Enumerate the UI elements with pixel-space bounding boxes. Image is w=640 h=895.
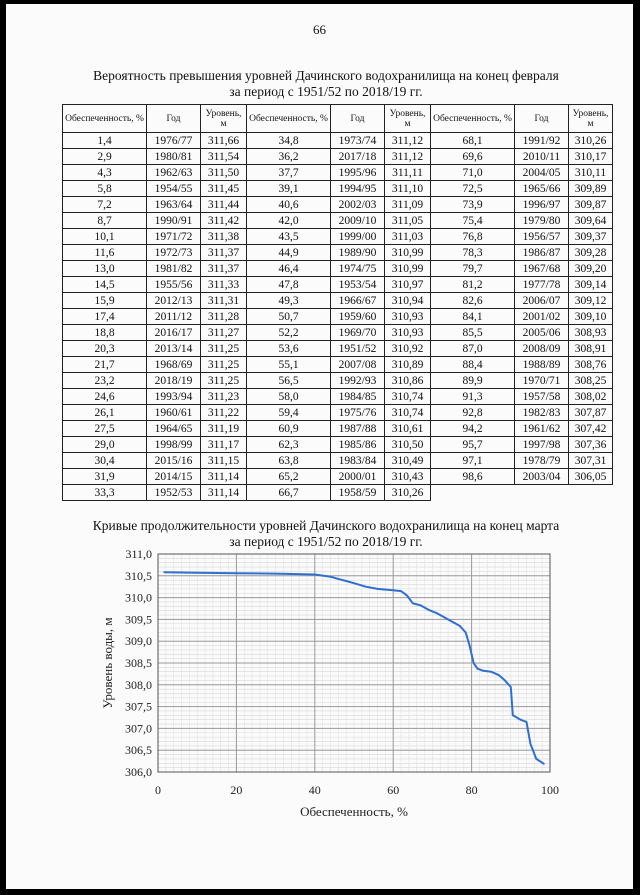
y-tick-label: 306,5 (125, 743, 152, 758)
table-header-cell: Год (331, 105, 385, 133)
table-cell: 310,74 (385, 389, 431, 405)
table-cell: 91,3 (431, 389, 515, 405)
table-cell: 309,37 (569, 229, 613, 245)
table-cell: 11,6 (63, 245, 147, 261)
table-cell: 1955/56 (147, 277, 201, 293)
table-cell: 311,22 (201, 405, 247, 421)
table-cell: 310,17 (569, 149, 613, 165)
table-cell: 311,66 (201, 133, 247, 149)
table-row (63, 373, 613, 389)
table-cell: 24,6 (63, 389, 147, 405)
table-cell: 85,5 (431, 325, 515, 341)
table-cell: 98,6 (431, 469, 515, 485)
y-tick-label: 308,0 (125, 677, 152, 692)
table-cell: 1989/90 (331, 245, 385, 261)
table-cell: 55,1 (247, 357, 331, 373)
table-cell: 311,03 (385, 229, 431, 245)
table-row (63, 293, 613, 309)
table-cell: 311,14 (201, 485, 247, 501)
table-cell: 1998/99 (147, 437, 201, 453)
table-cell: 82,6 (431, 293, 515, 309)
table-cell: 49,3 (247, 293, 331, 309)
table-row (63, 469, 613, 485)
table-cell: 2008/09 (515, 341, 569, 357)
table-cell: 1951/52 (331, 341, 385, 357)
table-cell: 1982/83 (515, 405, 569, 421)
chart-title-line2: за период с 1951/52 по 2018/19 гг. (229, 534, 423, 549)
table-cell: 309,87 (569, 197, 613, 213)
table-cell (569, 485, 613, 501)
table-cell: 79,7 (431, 261, 515, 277)
table-cell: 310,50 (385, 437, 431, 453)
y-tick-label: 307,0 (125, 721, 152, 736)
x-tick-label: 40 (308, 783, 321, 797)
y-tick-label: 307,5 (125, 699, 152, 714)
table-cell: 66,7 (247, 485, 331, 501)
table-cell: 311,11 (385, 165, 431, 181)
table-cell: 310,89 (385, 357, 431, 373)
table-cell: 1965/66 (515, 181, 569, 197)
table-cell: 33,3 (63, 485, 147, 501)
table-cell: 1953/54 (331, 277, 385, 293)
table-cell: 311,38 (201, 229, 247, 245)
table-cell: 1967/68 (515, 261, 569, 277)
table-row (63, 261, 613, 277)
table-cell: 87,0 (431, 341, 515, 357)
y-tick-label: 308,5 (125, 656, 152, 670)
table-cell: 310,86 (385, 373, 431, 389)
table-cell: 2011/12 (147, 309, 201, 325)
table-cell: 307,42 (569, 421, 613, 437)
table-cell: 1988/89 (515, 357, 569, 373)
table-cell: 46,4 (247, 261, 331, 277)
table-cell: 310,99 (385, 245, 431, 261)
table-cell: 309,14 (569, 277, 613, 293)
table-row (63, 133, 613, 149)
table-cell: 309,28 (569, 245, 613, 261)
table-cell: 69,6 (431, 149, 515, 165)
table-cell: 40,6 (247, 197, 331, 213)
table-cell: 2009/10 (331, 213, 385, 229)
table-cell: 42,0 (247, 213, 331, 229)
table-cell: 21,7 (63, 357, 147, 373)
table-cell: 59,4 (247, 405, 331, 421)
x-tick-label: 80 (465, 783, 478, 797)
table-cell: 311,27 (201, 325, 247, 341)
table-cell: 308,91 (569, 341, 613, 357)
table-cell: 2007/08 (331, 357, 385, 373)
table-cell: 1966/67 (331, 293, 385, 309)
table-header-cell: Обеспеченность, % (431, 105, 515, 133)
table-cell: 10,1 (63, 229, 147, 245)
table-cell: 1956/57 (515, 229, 569, 245)
table-cell: 1957/58 (515, 389, 569, 405)
table-cell: 50,7 (247, 309, 331, 325)
table-cell: 89,9 (431, 373, 515, 389)
table-cell: 78,3 (431, 245, 515, 261)
table-row (63, 197, 613, 213)
table-cell: 43,5 (247, 229, 331, 245)
table-cell: 311,37 (201, 245, 247, 261)
table-cell: 1977/78 (515, 277, 569, 293)
table-row (63, 309, 613, 325)
table-header-cell: Обеспеченность, % (247, 105, 331, 133)
table-cell: 30,4 (63, 453, 147, 469)
table-cell: 68,1 (431, 133, 515, 149)
table-cell: 1980/81 (147, 149, 201, 165)
table-cell: 311,28 (201, 309, 247, 325)
document-page (6, 4, 633, 889)
table-cell: 2006/07 (515, 293, 569, 309)
table-cell: 8,7 (63, 213, 147, 229)
table-cell: 1961/62 (515, 421, 569, 437)
duration-curve-chart (6, 544, 633, 834)
table-cell: 311,37 (201, 261, 247, 277)
table-cell: 311,54 (201, 149, 247, 165)
table-cell: 60,9 (247, 421, 331, 437)
table-cell: 310,93 (385, 309, 431, 325)
table-row (63, 453, 613, 469)
y-tick-label: 310,0 (125, 590, 152, 605)
table-cell: 1959/60 (331, 309, 385, 325)
table-cell: 95,7 (431, 437, 515, 453)
table-cell: 97,1 (431, 453, 515, 469)
table-cell: 2001/02 (515, 309, 569, 325)
table-cell: 1983/84 (331, 453, 385, 469)
table-cell: 37,7 (247, 165, 331, 181)
table-cell: 13,0 (63, 261, 147, 277)
table-row (63, 149, 613, 165)
table-row (63, 485, 613, 501)
table-cell: 311,05 (385, 213, 431, 229)
table-cell: 1997/98 (515, 437, 569, 453)
table-cell: 72,5 (431, 181, 515, 197)
table-cell: 311,12 (385, 133, 431, 149)
exceedance-table (62, 104, 613, 501)
table-cell: 1994/95 (331, 181, 385, 197)
table-cell: 2014/15 (147, 469, 201, 485)
table-cell: 311,50 (201, 165, 247, 181)
table-cell: 310,11 (569, 165, 613, 181)
table-cell: 311,25 (201, 341, 247, 357)
table-header-cell: Обеспеченность, % (63, 105, 147, 133)
table-cell: 310,74 (385, 405, 431, 421)
table-row (63, 405, 613, 421)
table-row (63, 245, 613, 261)
table-cell: 1999/00 (331, 229, 385, 245)
table-cell: 307,87 (569, 405, 613, 421)
table-title (66, 68, 586, 100)
table-cell: 65,2 (247, 469, 331, 485)
table-cell: 39,1 (247, 181, 331, 197)
table-row (63, 325, 613, 341)
table-cell: 2,9 (63, 149, 147, 165)
table-cell: 2017/18 (331, 149, 385, 165)
table-cell: 52,2 (247, 325, 331, 341)
table-cell: 308,25 (569, 373, 613, 389)
table-cell: 63,8 (247, 453, 331, 469)
table-cell: 311,10 (385, 181, 431, 197)
table-cell: 310,92 (385, 341, 431, 357)
table-cell: 1991/92 (515, 133, 569, 149)
table-cell: 18,8 (63, 325, 147, 341)
table-cell: 5,8 (63, 181, 147, 197)
table-cell: 309,10 (569, 309, 613, 325)
table-cell: 81,2 (431, 277, 515, 293)
table-cell: 14,5 (63, 277, 147, 293)
table-cell: 1979/80 (515, 213, 569, 229)
y-tick-label: 309,0 (125, 634, 152, 649)
table-cell: 311,19 (201, 421, 247, 437)
table-title-line1: Вероятность превышения уровней Дачинского водохранилища на конец февраля (93, 68, 559, 83)
table-cell: 308,76 (569, 357, 613, 373)
table-cell: 1996/97 (515, 197, 569, 213)
table-cell: 311,25 (201, 357, 247, 373)
table-cell: 2000/01 (331, 469, 385, 485)
y-tick-label: 310,5 (125, 568, 152, 583)
table-row (63, 389, 613, 405)
table-cell: 92,8 (431, 405, 515, 421)
table-cell: 62,3 (247, 437, 331, 453)
table-row (63, 165, 613, 181)
table-row (63, 181, 613, 197)
table-cell: 1954/55 (147, 181, 201, 197)
table-header-row (63, 105, 613, 133)
table-cell: 310,26 (385, 485, 431, 501)
table-cell: 310,61 (385, 421, 431, 437)
table-cell: 311,23 (201, 389, 247, 405)
table-cell: 311,25 (201, 373, 247, 389)
table-cell: 2003/04 (515, 469, 569, 485)
y-tick-label: 311,0 (125, 547, 152, 561)
table-cell: 1971/72 (147, 229, 201, 245)
table-cell: 56,5 (247, 373, 331, 389)
table-cell: 2010/11 (515, 149, 569, 165)
table-cell: 311,44 (201, 197, 247, 213)
table-cell (515, 485, 569, 501)
table-cell: 29,0 (63, 437, 147, 453)
table-cell: 311,42 (201, 213, 247, 229)
x-tick-label: 60 (387, 783, 400, 797)
table-header-cell: Уровень, м (569, 105, 613, 133)
table-cell: 1958/59 (331, 485, 385, 501)
table-cell: 58,0 (247, 389, 331, 405)
table-cell: 31,9 (63, 469, 147, 485)
chart-title-line1: Кривые продолжительности уровней Дачинского водохранилища на конец марта (92, 518, 560, 533)
table-cell: 1952/53 (147, 485, 201, 501)
table-cell: 311,12 (385, 149, 431, 165)
table-row (63, 229, 613, 245)
table-cell: 17,4 (63, 309, 147, 325)
x-tick-label: 0 (155, 783, 161, 797)
table-cell: 306,05 (569, 469, 613, 485)
table-header-cell: Год (147, 105, 201, 133)
table-cell: 2013/14 (147, 341, 201, 357)
table-cell: 34,8 (247, 133, 331, 149)
table-cell: 75,4 (431, 213, 515, 229)
table-cell: 71,0 (431, 165, 515, 181)
table-cell: 1986/87 (515, 245, 569, 261)
table-cell: 2016/17 (147, 325, 201, 341)
table-cell (431, 485, 515, 501)
table-cell: 1990/91 (147, 213, 201, 229)
table-cell: 310,97 (385, 277, 431, 293)
table-cell: 1972/73 (147, 245, 201, 261)
table-cell: 311,45 (201, 181, 247, 197)
page-number: 66 (313, 22, 326, 37)
table-header-cell: Уровень, м (385, 105, 431, 133)
table-cell: 4,3 (63, 165, 147, 181)
table-cell: 1985/86 (331, 437, 385, 453)
table-cell: 308,02 (569, 389, 613, 405)
table-cell: 311,17 (201, 437, 247, 453)
y-tick-label: 306,0 (125, 765, 152, 779)
table-cell: 307,36 (569, 437, 613, 453)
table-cell: 311,33 (201, 277, 247, 293)
table-cell: 309,12 (569, 293, 613, 309)
table-cell: 311,15 (201, 453, 247, 469)
table-cell: 1995/96 (331, 165, 385, 181)
table-cell: 1984/85 (331, 389, 385, 405)
table-cell: 311,09 (385, 197, 431, 213)
table-cell: 311,31 (201, 293, 247, 309)
table-cell: 309,89 (569, 181, 613, 197)
table-cell: 2004/05 (515, 165, 569, 181)
table-cell: 310,94 (385, 293, 431, 309)
table-cell: 310,43 (385, 469, 431, 485)
table-cell: 1969/70 (331, 325, 385, 341)
x-tick-label: 100 (541, 783, 559, 797)
table-cell: 7,2 (63, 197, 147, 213)
table-row (63, 277, 613, 293)
table-title-line2: за период с 1951/52 по 2018/19 гг. (229, 84, 423, 99)
table-cell: 309,64 (569, 213, 613, 229)
table-header-cell: Уровень, м (201, 105, 247, 133)
table-cell: 94,2 (431, 421, 515, 437)
table-cell: 1962/63 (147, 165, 201, 181)
x-tick-label: 20 (230, 783, 243, 797)
table-cell: 2002/03 (331, 197, 385, 213)
table-cell: 1992/93 (331, 373, 385, 389)
table-row (63, 437, 613, 453)
table-cell: 23,2 (63, 373, 147, 389)
table-cell: 1978/79 (515, 453, 569, 469)
table-row (63, 213, 613, 229)
table-cell: 1973/74 (331, 133, 385, 149)
table-cell: 1968/69 (147, 357, 201, 373)
table-cell: 47,8 (247, 277, 331, 293)
table-cell: 310,49 (385, 453, 431, 469)
table-cell: 1963/64 (147, 197, 201, 213)
y-tick-label: 309,5 (125, 612, 152, 627)
table-cell: 27,5 (63, 421, 147, 437)
table-cell: 310,26 (569, 133, 613, 149)
table-cell: 88,4 (431, 357, 515, 373)
table-row (63, 357, 613, 373)
table-header-cell: Год (515, 105, 569, 133)
table-cell: 308,93 (569, 325, 613, 341)
table-cell: 307,31 (569, 453, 613, 469)
table-cell: 1976/77 (147, 133, 201, 149)
table-cell: 73,9 (431, 197, 515, 213)
table-cell: 1964/65 (147, 421, 201, 437)
table-cell: 1993/94 (147, 389, 201, 405)
table-row (63, 341, 613, 357)
table-cell: 44,9 (247, 245, 331, 261)
table-cell: 53,6 (247, 341, 331, 357)
table-cell: 2005/06 (515, 325, 569, 341)
y-axis-label: Уровень воды, м (100, 617, 115, 709)
table-cell: 36,2 (247, 149, 331, 165)
table-row (63, 421, 613, 437)
table-cell: 2015/16 (147, 453, 201, 469)
table-cell: 1975/76 (331, 405, 385, 421)
table-cell: 310,93 (385, 325, 431, 341)
table-cell: 1974/75 (331, 261, 385, 277)
table-cell: 15,9 (63, 293, 147, 309)
table-cell: 2012/13 (147, 293, 201, 309)
table-cell: 1970/71 (515, 373, 569, 389)
table-cell: 1960/61 (147, 405, 201, 421)
table-cell: 1981/82 (147, 261, 201, 277)
table-cell: 26,1 (63, 405, 147, 421)
table-cell: 1987/88 (331, 421, 385, 437)
table-cell: 1,4 (63, 133, 147, 149)
x-axis-label: Обеспеченность, % (300, 804, 408, 819)
table-cell: 310,99 (385, 261, 431, 277)
table-cell: 76,8 (431, 229, 515, 245)
table-cell: 84,1 (431, 309, 515, 325)
table-cell: 309,20 (569, 261, 613, 277)
table-cell: 20,3 (63, 341, 147, 357)
table-cell: 311,14 (201, 469, 247, 485)
table-cell: 2018/19 (147, 373, 201, 389)
